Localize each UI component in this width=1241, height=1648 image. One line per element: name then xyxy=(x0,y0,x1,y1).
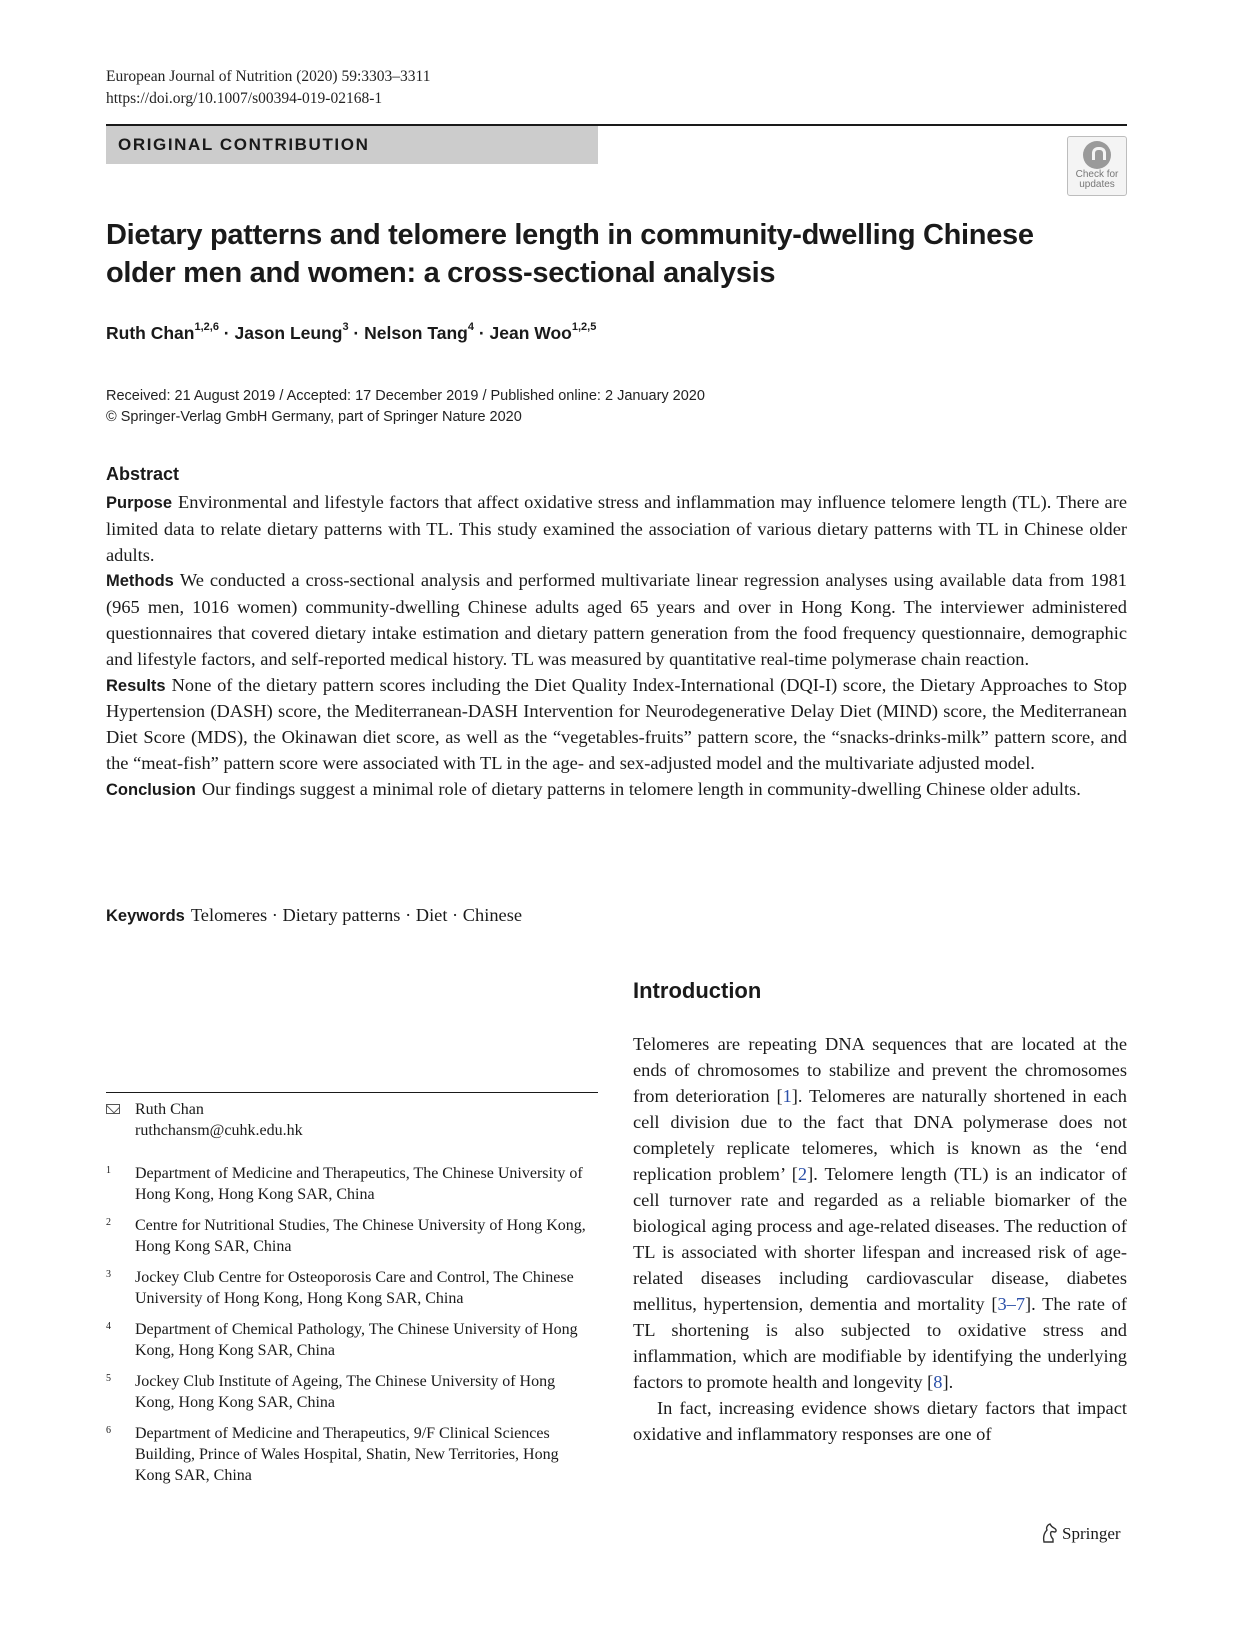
affiliation-number: 4 xyxy=(106,1321,111,1332)
author-affiliation-sup: 3 xyxy=(342,321,349,334)
abstract-label: Conclusion xyxy=(106,780,196,799)
citation-link[interactable]: 2 xyxy=(797,1164,808,1184)
publication-dates xyxy=(106,386,705,428)
section-label: ORIGINAL CONTRIBUTION xyxy=(106,126,598,164)
copyright: © Springer-Verlag GmbH Germany, part of Springer Nature 2020 xyxy=(106,409,522,425)
corresponding-email[interactable]: ruthchansm@cuhk.edu.hk xyxy=(135,1122,303,1139)
affiliation-text: Department of Chemical Pathology, The Chinese University of Hong Kong, Hong Kong SAR, China xyxy=(135,1321,578,1359)
affiliation-text: Centre for Nutritional Studies, The Chinese University of Hong Kong, Hong Kong SAR, China xyxy=(135,1217,586,1255)
affiliation-text: Jockey Club Institute of Ageing, The Chinese University of Hong Kong, Hong Kong SAR, China xyxy=(135,1373,556,1411)
affiliation-number: 5 xyxy=(106,1373,111,1384)
title-line: older men and women: a cross-sectional analysis xyxy=(106,257,776,289)
abstract-heading: Abstract xyxy=(106,464,180,484)
abstract-text: Our findings suggest a minimal role of dietary patterns in telomere length in community-dwelling Chinese older adults. xyxy=(201,778,1081,799)
author-affiliation-sup: 1,2,6 xyxy=(194,321,219,334)
author-name[interactable]: Jason Leung xyxy=(234,323,343,343)
affiliation-item xyxy=(106,1215,598,1257)
abstract-text: None of the dietary pattern scores including the Diet Quality Index-International (DQI-I) score, the Dietary Approaches to Stop Hypertension (DASH) score, the Mediterranean-DASH Intervention for Neurodegenerative Delay Diet (MIND) score, the Mediterranean Diet Score (MDS), the Okinawan diet score, as well as the “vegetables-fruits” pattern score, the “snacks-drinks-milk” pattern score, and the “meat-fish” pattern score were associated with TL in the age- and sex-adjusted model and the multivariate adjusted model. xyxy=(106,674,1127,773)
author-separator: · xyxy=(473,323,490,343)
journal-citation xyxy=(106,66,430,110)
intro-text: ]. Telomere length (TL) is an indicator of cell turnover rate and regarded as a reliable biomarker of the biological aging process and age-related diseases. The reduction of TL is associated with shorter lifespan and increased risk of age-related diseases including cardiovascular disease, diabetes mellitus, hypertension, dementia and mortality [ xyxy=(633,1164,1127,1314)
affiliation-item xyxy=(106,1163,598,1205)
intro-paragraph: In fact, increasing evidence shows dietary factors that impact oxidative and inflammatory responses are one of xyxy=(633,1398,1127,1444)
author-name[interactable]: Jean Woo xyxy=(489,323,572,343)
history-dates: Received: 21 August 2019 / Accepted: 17 December 2019 / Published online: 2 January 2020 xyxy=(106,388,705,404)
citation-link[interactable]: 8 xyxy=(933,1372,943,1392)
citation-link[interactable]: 3–7 xyxy=(997,1294,1026,1314)
journal-line: European Journal of Nutrition (2020) 59:3303–3311 xyxy=(106,68,431,85)
author-affiliation-sup: 1,2,5 xyxy=(571,321,597,334)
affiliations xyxy=(106,1163,598,1496)
footnote-rule xyxy=(106,1092,598,1093)
abstract-conclusion xyxy=(106,777,1127,804)
intro-text: Telomeres are repeating DNA sequences that are located at the ends of chromosomes to stabilize and prevent the chromosomes from deterioration [ xyxy=(633,1034,1127,1106)
affiliation-item xyxy=(106,1423,598,1486)
title-line: Dietary patterns and telomere length in community-dwelling Chinese xyxy=(106,219,1034,251)
affiliation-item xyxy=(106,1267,598,1309)
keywords xyxy=(106,905,522,926)
abstract-body xyxy=(106,490,1127,804)
intro-text: ]. Telomeres are naturally shortened in each cell division due to the fact that DNA polymerase does not completely replicate telomeres, which is known as the ‘end replication problem’ [ xyxy=(633,1086,1128,1184)
abstract-text: Environmental and lifestyle factors that affect oxidative stress and inflammation may influence telomere length (TL). There are limited data to relate dietary patterns with TL. This study examined the association of various dietary patterns with TL in Chinese older adults. xyxy=(106,492,1127,565)
affiliation-number: 6 xyxy=(106,1425,111,1436)
publisher-logo xyxy=(1040,1523,1121,1544)
keywords-list: Telomeres · Dietary patterns · Diet · Chinese xyxy=(190,905,523,925)
paper-title xyxy=(106,216,1106,292)
doi-link[interactable]: https://doi.org/10.1007/s00394-019-02168-1 xyxy=(106,90,383,107)
check-for-updates-badge[interactable] xyxy=(1067,136,1127,196)
author-name[interactable]: Ruth Chan xyxy=(106,323,195,343)
affiliation-text: Department of Medicine and Therapeutics, The Chinese University of Hong Kong, Hong Kong SAR, China xyxy=(135,1165,583,1203)
keywords-label: Keywords xyxy=(106,907,185,925)
intro-text: ]. The rate of TL shortening is also subjected to oxidative stress and inflammation, which are modifiable by identifying the underlying factors to promote health and longevity [ xyxy=(633,1294,1127,1392)
affiliation-number: 1 xyxy=(106,1165,111,1176)
author-separator: · xyxy=(218,323,235,343)
abstract-results xyxy=(106,673,1127,777)
affiliation-item xyxy=(106,1371,598,1413)
citation-link[interactable]: 1 xyxy=(782,1086,792,1106)
springer-horse-icon xyxy=(1040,1523,1058,1543)
author-affiliation-sup: 4 xyxy=(467,321,474,334)
badge-text-2: updates xyxy=(1079,179,1115,190)
abstract-methods xyxy=(106,568,1127,672)
crossmark-icon xyxy=(1083,141,1111,169)
correspondence xyxy=(106,1099,598,1141)
intro-paragraph xyxy=(633,1031,1127,1395)
author-list xyxy=(106,323,596,344)
abstract-label: Purpose xyxy=(106,494,173,512)
affiliation-item xyxy=(106,1319,598,1361)
badge-text-1: Check for xyxy=(1075,169,1119,180)
intro-text: ]. xyxy=(942,1372,954,1392)
envelope-icon xyxy=(106,1104,120,1114)
abstract-text: We conducted a cross-sectional analysis and performed multivariate linear regression analyses using available data from 1981 (965 men, 1016 women) community-dwelling Chinese adults aged 65 years and over in Hong Kong. The interviewer administered questionnaires that covered dietary intake estimation and dietary pattern generation from the food frequency questionnaire, demographic and lifestyle factors, and self-reported medical history. TL was measured by quantitative real-time polymerase chain reaction. xyxy=(106,570,1127,669)
affiliation-text: Department of Medicine and Therapeutics, 9/F Clinical Sciences Building, Prince of Wales Hospital, Shatin, New Territories, Hong Kong SAR, China xyxy=(135,1425,559,1484)
abstract-label: Methods xyxy=(106,572,174,591)
publisher-name: Springer xyxy=(1062,1524,1121,1543)
corresponding-author: Ruth Chan xyxy=(135,1101,204,1118)
author-separator: · xyxy=(348,323,365,343)
abstract-label: Results xyxy=(106,676,166,695)
introduction-body xyxy=(633,1031,1127,1447)
introduction-heading: Introduction xyxy=(633,978,762,1003)
affiliation-number: 3 xyxy=(106,1269,111,1280)
abstract-purpose xyxy=(106,490,1127,568)
affiliation-number: 2 xyxy=(106,1217,111,1228)
author-name[interactable]: Nelson Tang xyxy=(364,323,468,343)
affiliation-text: Jockey Club Centre for Osteoporosis Care and Control, The Chinese University of Hong Kong, Hong Kong SAR, China xyxy=(135,1269,574,1307)
